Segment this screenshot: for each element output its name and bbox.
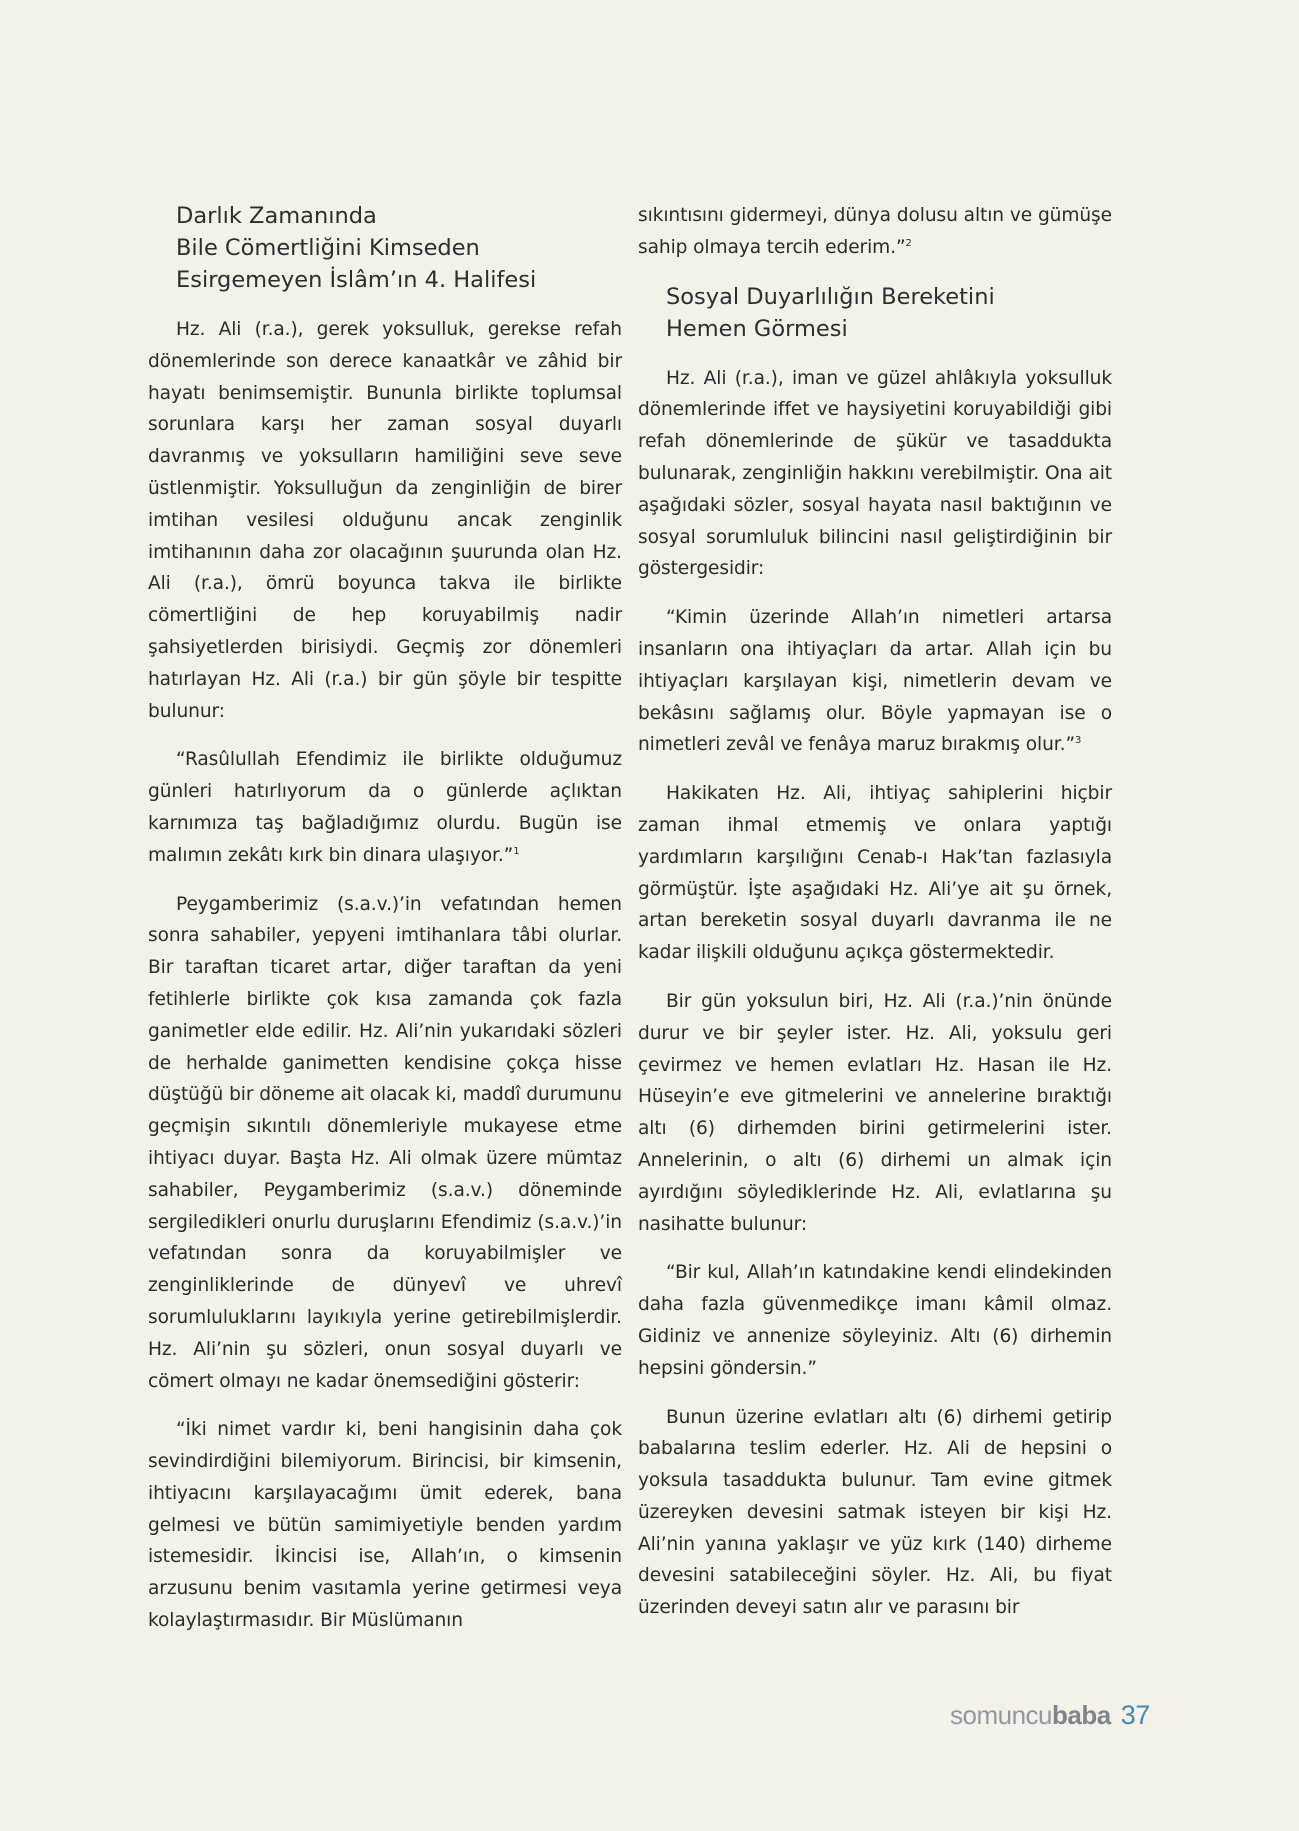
- footnote-ref: 3: [1074, 735, 1082, 747]
- quote-paragraph: “Bir kul, Allah’ın katındakine kendi elindekinden daha fazla güvenmedikçe imanı kâmil olmaz. Gidiniz ve annenize söyleyiniz. Altı (6) dirhemin hepsini göndersin.”: [638, 1262, 1112, 1379]
- quote-paragraph: “Rasûlullah Efendimiz ile birlikte olduğumuz günleri hatırlıyorum da o günlerde açlıktan karnımıza taş bağladığımız olurdu. Bugün ise malımın zekâtı kırk bin dinara ulaşıyor.”$^1$: [148, 749, 622, 866]
- heading-line: Esirgemeyen İslâm’ın 4. Halifesi: [176, 267, 537, 293]
- heading-line: Darlık Zamanında: [176, 203, 377, 229]
- heading-line: Bile Cömertliğini Kimseden: [176, 235, 480, 261]
- brand-logo-part: somuncu: [950, 1700, 1052, 1730]
- footnote-ref: 2: [905, 237, 912, 249]
- paragraph: Hz. Ali (r.a.), iman ve güzel ahlâkıyla yoksulluk dönemlerinde iffet ve haysiyetini koruyabildiği gibi refah dönemlerinde de şükür ve tasadduktа bulunarak, zenginliğin hakkını verebilmiştir. Ona ait aşağıdaki sözler, sosyal hayata nasıl baktığının ve sosyal sorumluluk bilincini nasıl geliştirdiğinin bir göstergesidir:: [638, 367, 1112, 580]
- page-footer: [950, 1700, 1150, 1731]
- paragraph: Bunun üzerine evlatları altı (6) dirhemi getirip babalarına teslim ederler. Hz. Ali de hepsini o yoksula tasaddukta bulunur. Tam evine gitmek üzereyken devesini satmak isteyen bir kişi Hz. Ali’nin yanına yaklaşır ve yüz kırk (140) dirheme devesini satabileceğini söyler. Hz. Ali, bu fiyat üzerinden deveyi satın alır ve parasını bir: [638, 1406, 1112, 1619]
- quote-paragraph: “İki nimet vardır ki, beni hangisinin daha çok sevindirdiğini bilemiyorum. Birincisi, bir kimsenin, ihtiyacını karşılayacağımı ümit ederek, bana gelmesi ve bütün samimiyetiyle benden yardım istemesidir. İkincisi ise, Allah’ın, o kimsenin arzusunu benim vasıtamla yerine getirmesi veya kolaylaştırmasıdır. Bir Müslümanın: [148, 1419, 622, 1632]
- right-column: [638, 200, 1112, 1641]
- brand-logo-part: baba: [1052, 1700, 1111, 1730]
- paragraph: Hz. Ali (r.a.), gerek yoksulluk, gerekse refah dönemlerinde son derece kanaatkâr ve zâhid bir hayatı benimsemiştir. Bununla birlikte toplumsal sorunlara karşı her zaman sosyal duyarlı davranmış ve yoksulların hamiliğini seve seve üstlenmiştir. Yoksulluğun da zenginliğin de birer imtihan vesilesi olduğunu ancak zenginlik imtihanının daha zor olacağının şuurunda olan Hz. Ali (r.a.), ömrü boyunca takva ile birlikte cömertliğini de hep koruyabilmiş nadir şahsiyetlerden birisiydi. Geçmiş zor dönemleri hatırlayan Hz. Ali (r.a.) bir gün şöyle bir tespitte bulunur:: [148, 319, 622, 722]
- page-number: 37: [1120, 1700, 1150, 1730]
- heading-line: Sosyal Duyarlılığın Bereketini: [666, 283, 995, 310]
- section-heading-right: [666, 281, 1112, 345]
- quote-continuation: sıkıntısını gidermeyi, dünya dolusu altın ve gümüşe sahip olmaya tercih ederim.”$^2$: [638, 205, 1112, 258]
- paragraph: Bir gün yoksulun biri, Hz. Ali (r.a.)’nin önünde durur ve bir şeyler ister. Hz. Ali, yoksulu geri çevirmez ve hemen evlatları Hz. Hasan ile Hz. Hüseyin’e eve gitmelerini ve annelerine bıraktığı altı (6) dirhemden birini getirmelerini ister. Annelerinin, o altı (6) dirhemi un almak için ayırdığını söylediklerinde Hz. Ali, evlatlarına şu nasihatte bulunur:: [638, 990, 1112, 1235]
- left-column: [148, 200, 622, 1654]
- heading-line: Hemen Görmesi: [666, 315, 848, 342]
- footnote-ref: 1: [513, 845, 520, 857]
- paragraph: Hakikaten Hz. Ali, ihtiyaç sahiplerini hiçbir zaman ihmal etmemiş ve onlara yaptığı yardımların karşılığını Cenab-ı Hak’tan fazlasıyla görmüştür. İşte aşağıdaki Hz. Ali’ye ait şu örnek, artan bereketin sosyal duyarlı davranma ile ne kadar ilişkili olduğunu açıkça göstermektedir.: [638, 783, 1112, 964]
- quote-paragraph: “Kimin üzerinde Allah’ın nimetleri artarsa insanların ona ihtiyaçları da artar. Allah için bu ihtiyaçları karşılayan kişi, nimetlerin devam ve bekâsını sağlamış olur. Böyle yapmayan ise o nimetleri zevâl ve fenâya maruz bırakmış olur.”$^3$: [638, 607, 1112, 756]
- section-heading-left: [176, 200, 622, 296]
- paragraph: Peygamberimiz (s.a.v.)’in vefatından hemen sonra sahabiler, yepyeni imtihanlara tâbi olurlar. Bir taraftan ticaret artar, diğer taraftan da yeni fetihlerle birlikte çok kısa zamanda çok fazla ganimetler elde edilir. Hz. Ali’nin yukarıdaki sözleri de herhalde ganimetten kendisine çokça hisse düştüğü bir döneme ait olacak ki, maddî durumunu geçmişin sıkıntılı dönemleriyle mukayese etme ihtiyacı duyar. Başta Hz. Ali olmak üzere mümtaz sahabiler, Peygamberimiz (s.a.v.) döneminde sergiledikleri onurlu duruşlarını Efendimiz (s.a.v.)’in vefatından sonra da koruyabilmişler ve zenginliklerinde de dünyevî ve uhrevî sorumluluklarını layıkıyla yerine getirebilmişlerdir. Hz. Ali’nin şu sözleri, onun sosyal duyarlı ve cömert olmayı ne kadar önemsediğini gösterir:: [148, 893, 622, 1392]
